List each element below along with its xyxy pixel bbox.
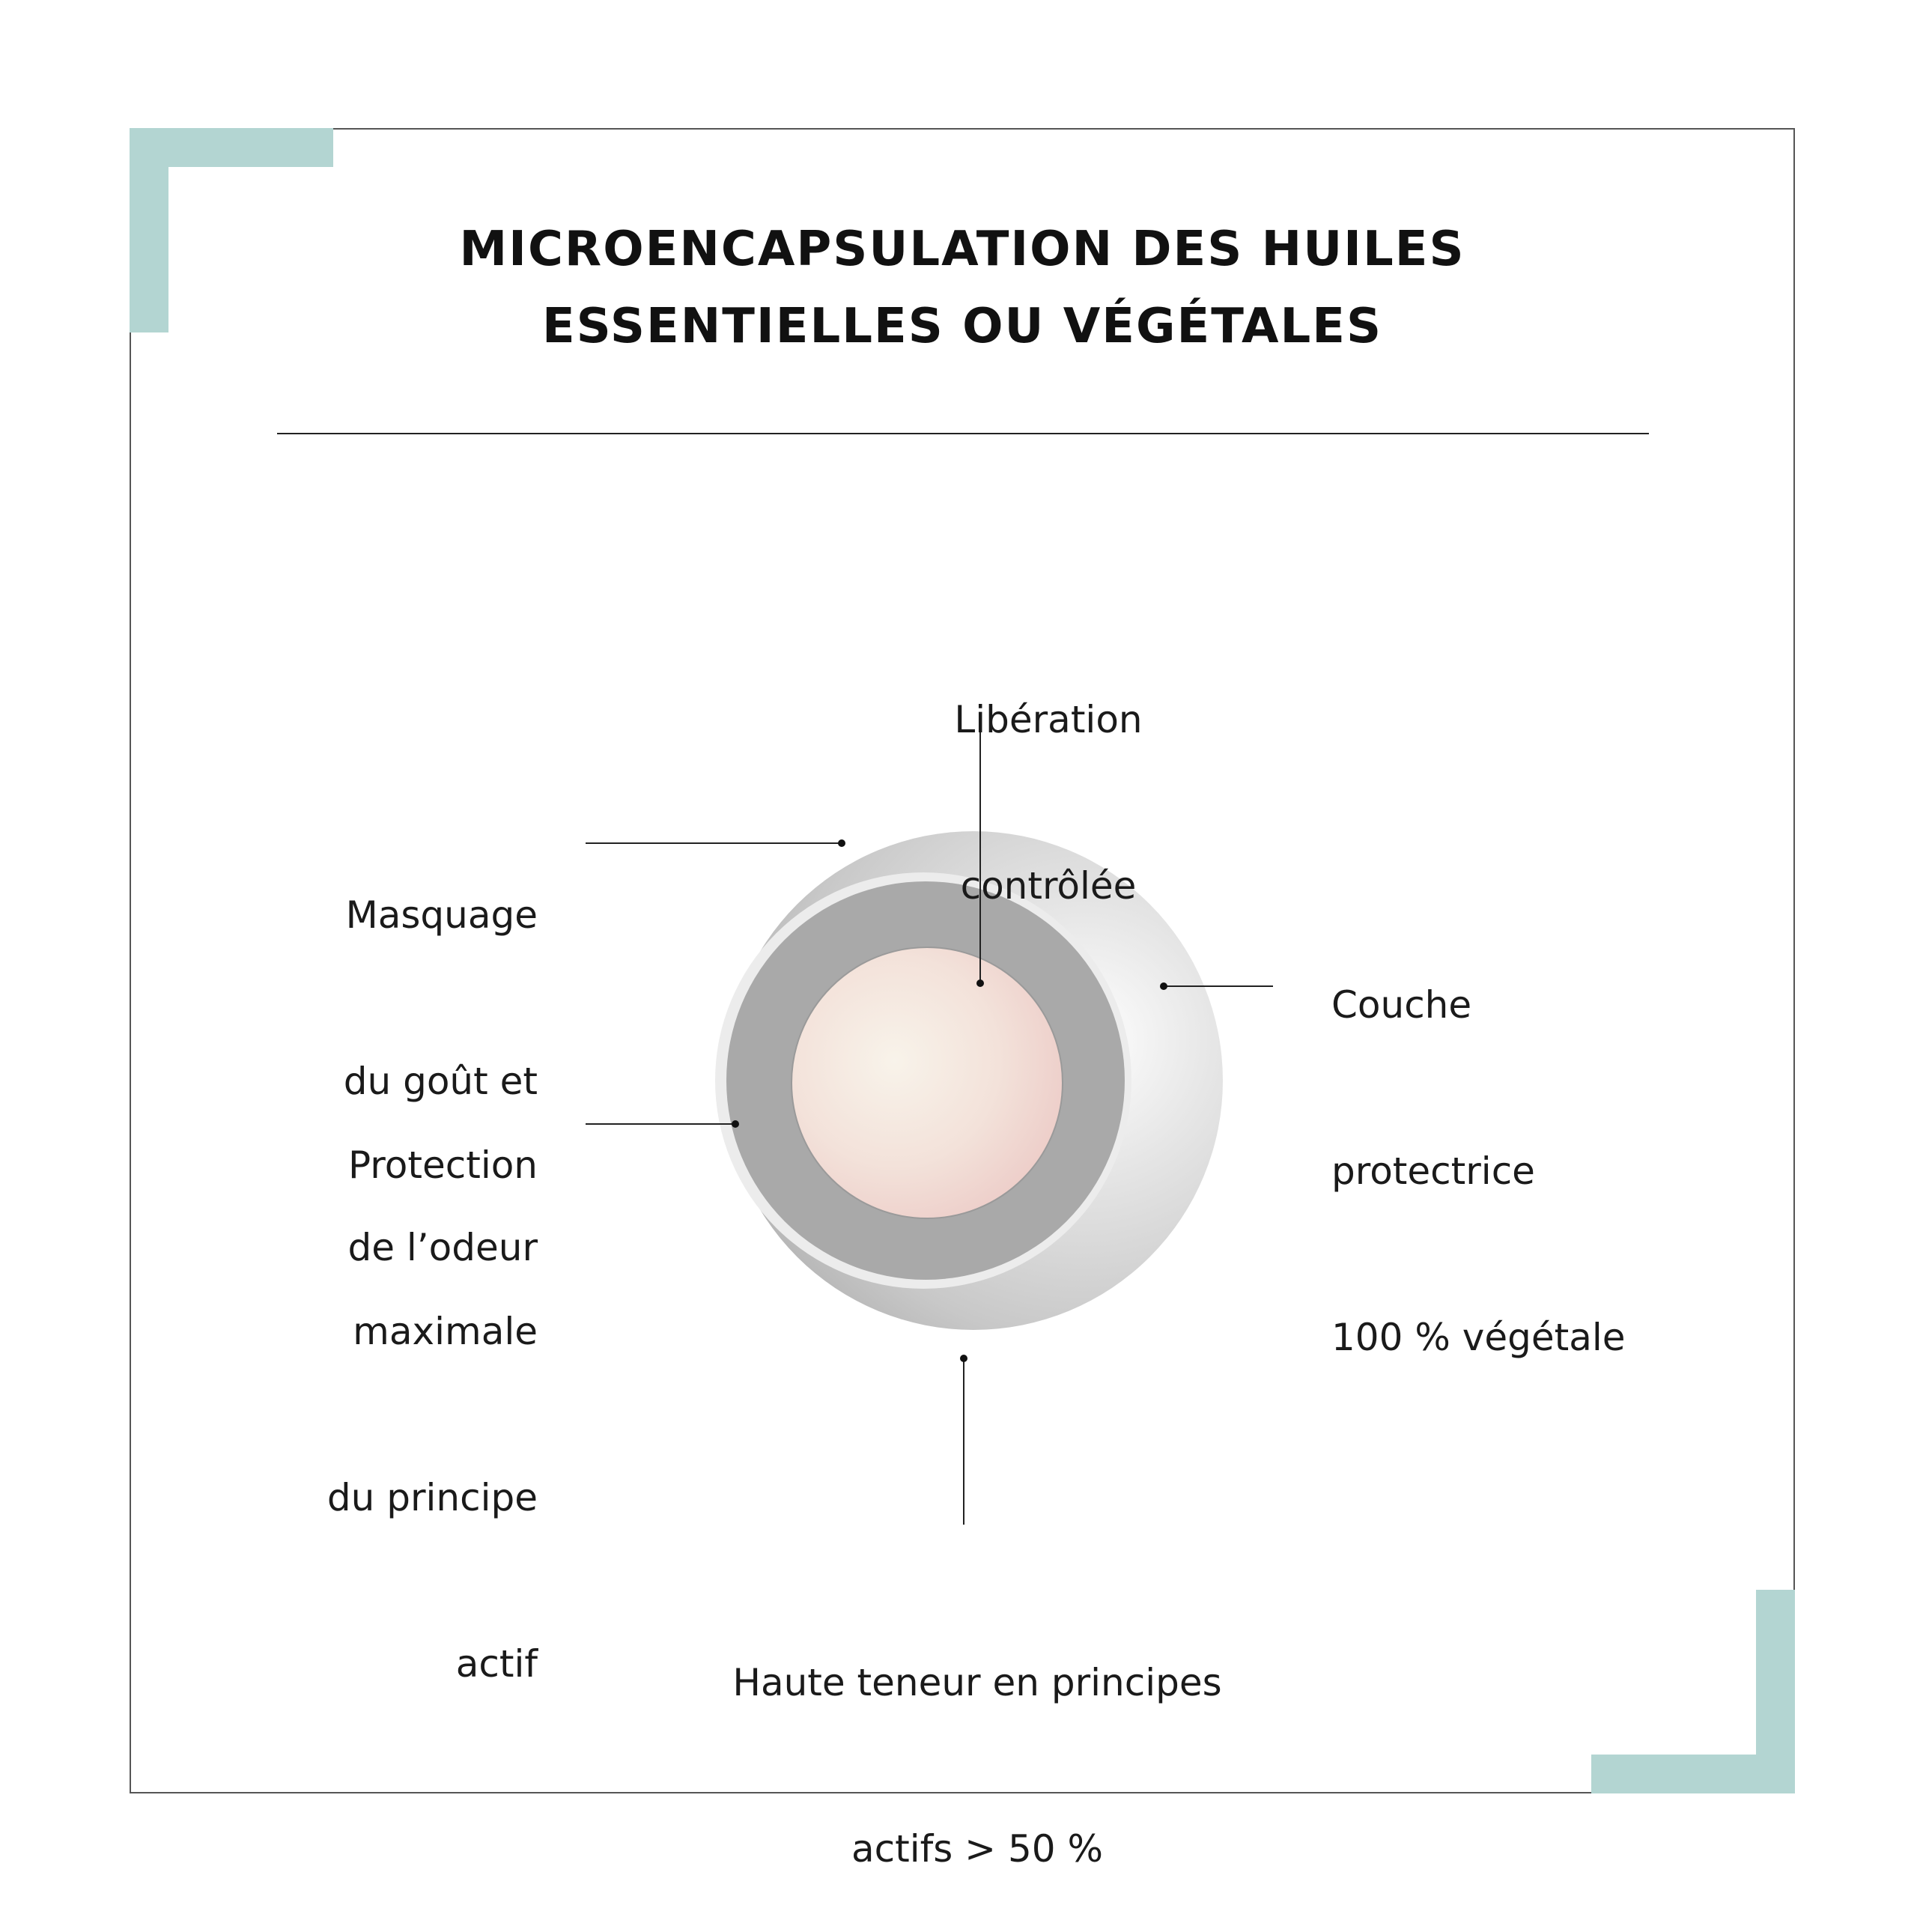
label-protection-line-3: du principe [326, 1476, 538, 1519]
label-protection-line-1: Protection [348, 1143, 538, 1187]
title-line-2: ESSENTIELLES OU VÉGÉTALES [541, 299, 1383, 354]
leader-dot-haute-teneur [960, 1355, 967, 1362]
active-core [792, 947, 1063, 1218]
label-protection-line-4: actif [455, 1642, 538, 1686]
label-couche-line-1: Couche [1331, 983, 1472, 1027]
label-liberation-line-2: contrôlée [960, 864, 1137, 908]
label-haute-teneur-line-1: Haute teneur en principes [732, 1661, 1222, 1704]
label-masquage-line-3: de l’odeur [347, 1226, 538, 1269]
title-line-1: MICROENCAPSULATION DES HUILES [459, 222, 1465, 277]
label-couche-line-2: protectrice [1331, 1149, 1535, 1193]
label-haute-teneur-line-2: actifs > 50 % [851, 1827, 1103, 1871]
label-liberation-line-1: Libération [954, 698, 1143, 741]
label-masquage-line-2: du goût et [343, 1060, 538, 1103]
label-protection [225, 1027, 538, 1747]
leader-dot-protection [732, 1120, 739, 1128]
label-couche-line-3: 100 % végétale [1331, 1316, 1626, 1359]
leader-dot-liberation [976, 979, 984, 987]
label-masquage-line-1: Masquage [345, 893, 538, 937]
label-couche-protectrice [1331, 866, 1721, 1421]
label-protection-line-2: maximale [353, 1310, 538, 1353]
label-haute-teneur [659, 1544, 1295, 1932]
leader-dot-masquage [838, 839, 845, 847]
leader-dot-couche [1160, 982, 1167, 990]
label-liberation-controlee [861, 581, 1236, 969]
